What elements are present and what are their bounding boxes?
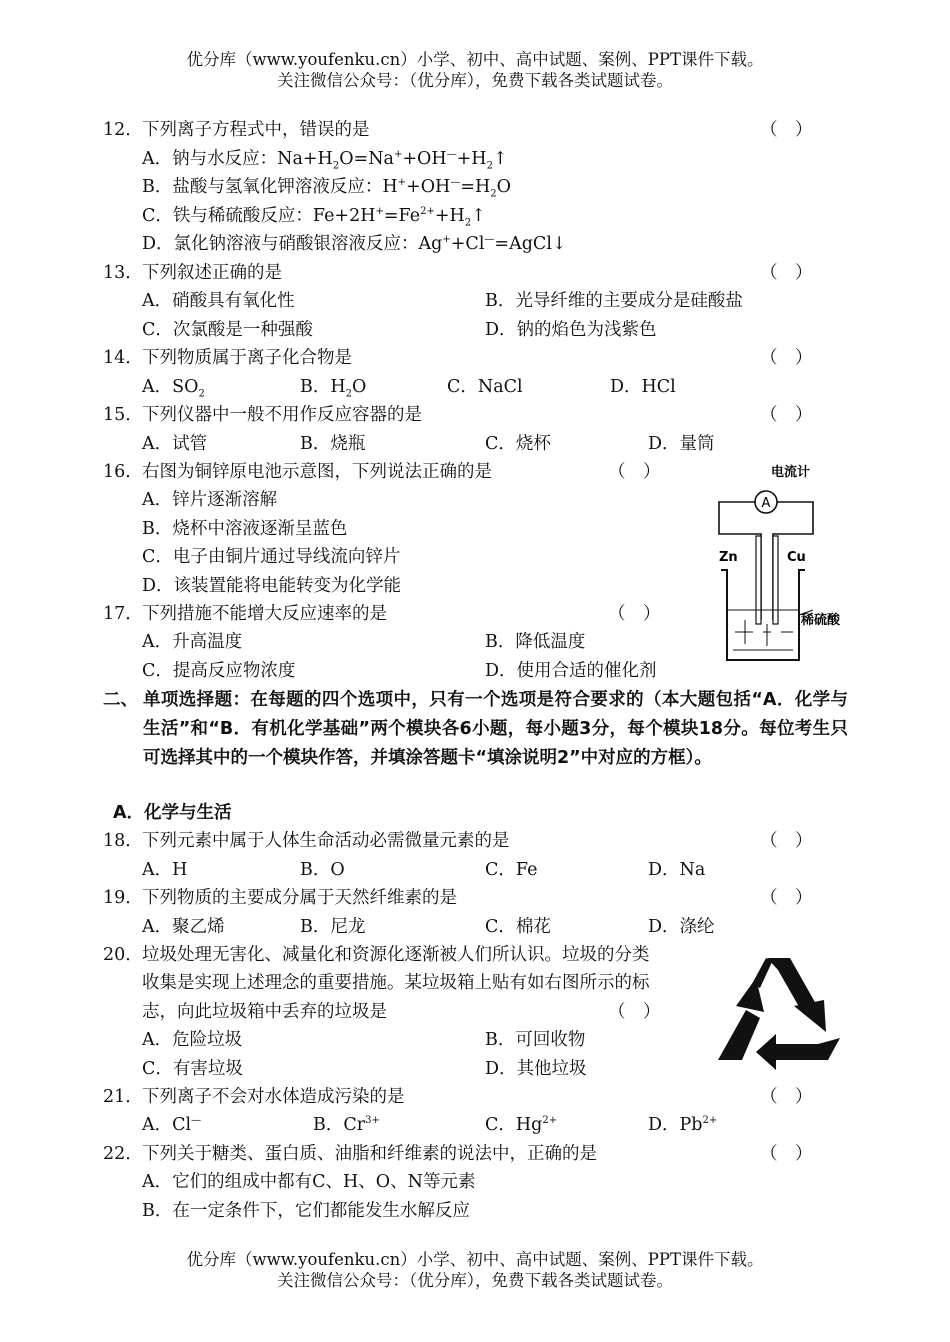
answer-paren: （ ） [760, 1144, 813, 1164]
answer-paren: （ ） [760, 405, 813, 425]
question-number: 18． [103, 831, 143, 851]
question-number: 14． [103, 348, 143, 368]
question-number: 16． [103, 462, 143, 482]
question-number: 20． [103, 945, 143, 965]
option-c: C．提高反应物浓度 [142, 661, 296, 681]
question-number: 17． [103, 604, 143, 624]
section-2-instructions [103, 686, 848, 773]
question-text: 下列元素中属于人体生命活动必需微量元素的是 [142, 831, 510, 851]
answer-paren: （ ） [760, 888, 813, 908]
page-footer [0, 1249, 950, 1291]
option-a: A．Cl— [142, 1115, 202, 1135]
question-text: 下列离子方程式中，错误的是 [142, 120, 370, 140]
option-d: D．钠的焰色为浅紫色 [485, 320, 657, 340]
option-b: B．烧瓶 [300, 434, 366, 454]
option-a: A．危险垃圾 [142, 1030, 243, 1050]
option-b: B．$Cr^{3+}$ [313, 1115, 380, 1135]
option-c: C．烧杯 [485, 434, 551, 454]
option-b: B．可回收物 [485, 1030, 586, 1050]
option-a: A．试管 [142, 434, 208, 454]
header-line-2: 关注微信公众号：（优分库），免费下载各类试题试卷。 [277, 71, 673, 90]
option-d: D．使用合适的催化剂 [485, 661, 657, 681]
question-text: 下列措施不能增大反应速率的是 [142, 604, 387, 624]
answer-paren: （ ） [760, 831, 813, 851]
zinc-electrode [756, 536, 761, 624]
section-text: 单项选择题：在每题的四个选项中，只有一个选项是符合要求的（本大题包括“A．化学与生活”和“B．有机化学基础”两个模块各6小题，每小题3分，每个模块18分。每位考生只可选择其中的一个模块作答，并填涂答题卡“填涂说明2”中对应的方框）。 [143, 690, 848, 768]
option-a: A．升高温度 [142, 632, 243, 652]
option-d: D．Na [648, 860, 706, 880]
option-b: B．光导纤维的主要成分是硅酸盐 [485, 291, 743, 311]
option-c: C．NaCl [447, 377, 523, 397]
svg-text:A: A [761, 496, 771, 511]
recycle-symbol-icon [712, 948, 848, 1072]
question-number: 12． [103, 120, 143, 140]
option-a: A．H [142, 860, 188, 880]
option-b: B．O [300, 860, 345, 880]
option-d: D．其他垃圾 [485, 1059, 587, 1079]
question-number: 19． [103, 888, 143, 908]
answer-paren: （ ） [760, 263, 813, 283]
question-text-line1: 垃圾处理无害化、减量化和资源化逐渐被人们所认识。垃圾的分类 [142, 945, 650, 965]
copper-label: Cu [787, 550, 806, 565]
answer-paren: （ ） [760, 1087, 813, 1107]
copper-electrode [773, 536, 778, 624]
option-d: D．HCl [610, 377, 676, 397]
beaker [721, 570, 805, 660]
answer-paren: （ ） [760, 348, 813, 368]
option-c: C．Fe [485, 860, 538, 880]
question-number: 13． [103, 263, 143, 283]
answer-paren: （ ） [608, 1002, 661, 1022]
answer-paren: （ ） [608, 462, 661, 482]
question-text: 右图为铜锌原电池示意图，下列说法正确的是 [142, 462, 492, 482]
option-b: B．尼龙 [300, 917, 366, 937]
module-a-title: A．化学与生活 [113, 803, 232, 823]
option-a: A．$SO_2$ [142, 377, 205, 400]
option-c: C．$Hg^{2+}$ [485, 1115, 558, 1135]
solution-label: 稀硫酸 [801, 613, 841, 628]
option-b: B．降低温度 [485, 632, 586, 652]
answer-paren: （ ） [760, 120, 813, 140]
option-d: D．$Pb^{2+}$ [648, 1115, 718, 1135]
section-number: 二、 [103, 690, 138, 710]
answer-paren: （ ） [608, 604, 661, 624]
header-line-1: 优分库（www.youfenku.cn）小学、初中、高中试题、案例、PPT课件下载。 [186, 50, 764, 69]
question-text: 下列仪器中一般不用作反应容器的是 [142, 405, 422, 425]
question-number: 15． [103, 405, 143, 425]
question-text: 下列离子不会对水体造成污染的是 [142, 1087, 405, 1107]
option-c: C．次氯酸是一种强酸 [142, 320, 313, 340]
question-text: 下列物质的主要成分属于天然纤维素的是 [142, 888, 457, 908]
option-c: C．有害垃圾 [142, 1059, 243, 1079]
footer-line-2: 关注微信公众号：（优分库），免费下载各类试题试卷。 [277, 1271, 673, 1290]
option-c: C．棉花 [485, 917, 551, 937]
footer-line-1: 优分库（www.youfenku.cn）小学、初中、高中试题、案例、PPT课件下载。 [186, 1250, 764, 1269]
option-a: A．硝酸具有氧化性 [142, 291, 295, 311]
question-number: 21． [103, 1087, 143, 1107]
question-text: 下列关于糖类、蛋白质、油脂和纤维素的说法中，正确的是 [142, 1144, 597, 1164]
option-d: D．涤纶 [648, 917, 715, 937]
copper-zinc-battery-diagram [705, 460, 853, 670]
option-b: B．$H_2O$ [300, 377, 367, 400]
question-text: 下列物质属于离子化合物是 [142, 348, 352, 368]
option-d: D．量筒 [648, 434, 715, 454]
question-number: 22． [103, 1144, 143, 1164]
zinc-label: Zn [719, 550, 738, 565]
page-header [0, 49, 950, 91]
meter-label: 电流计 [771, 465, 811, 480]
option-a: A．聚乙烯 [142, 917, 225, 937]
question-text: 下列叙述正确的是 [142, 263, 282, 283]
